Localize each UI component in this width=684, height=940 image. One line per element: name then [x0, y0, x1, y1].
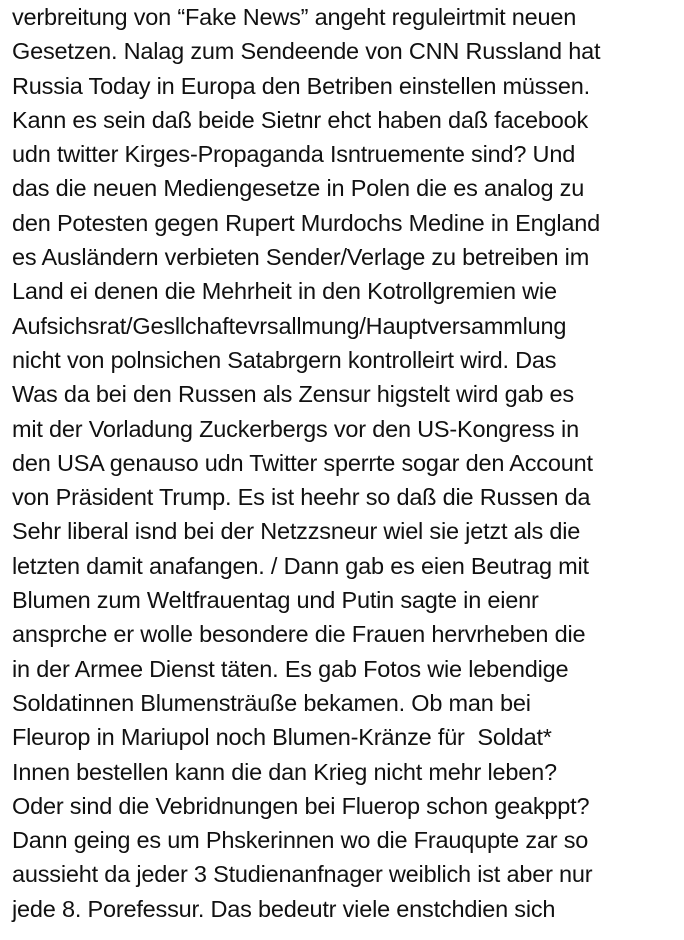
text-line: Blumen zum Weltfrauentag und Putin sagte in eienr	[12, 587, 539, 614]
text-line: in der Armee Dienst täten. Es gab Fotos wie lebendige	[12, 655, 569, 682]
text-line: den Potesten gegen Rupert Murdochs Medine in England	[12, 209, 600, 236]
text-line: es Ausländern verbieten Sender/Verlage zu betreiben im	[12, 244, 590, 271]
text-line: Gesetzen. Nalag zum Sendeende von CNN Russland hat	[12, 38, 601, 65]
text-line: udn twitter Kirges-Propaganda Isntruemente sind? Und	[12, 141, 576, 168]
text-line: den USA genauso udn Twitter sperrte sogar den Account	[12, 449, 593, 476]
text-line: Land ei denen die Mehrheit in den Kotrollgremien wie	[12, 278, 557, 305]
text-line: mit der Vorladung Zuckerbergs vor den US-Kongress in	[12, 415, 579, 442]
text-line: Sehr liberal isnd bei der Netzzsneur wiel sie jetzt als die	[12, 518, 581, 545]
text-line: Innen bestellen kann die dan Krieg nicht mehr leben?	[12, 758, 557, 785]
text-line: jede 8. Porefessur. Das bedeutr viele enstchdien sich	[12, 895, 556, 922]
text-line: Aufsichsrat/Gesllchaftevrsallmung/Hauptversammlung	[12, 312, 567, 339]
text-line: Dann geing es um Phskerinnen wo die Frauqupte zar so	[12, 827, 589, 854]
text-line: nicht von polnsichen Satabrgern kontrolleirt wird. Das	[12, 346, 557, 373]
text-line: ansprche er wolle besondere die Frauen hervrheben die	[12, 621, 586, 648]
text-line: Oder sind die Vebridnungen bei Fluerop schon geakppt?	[12, 792, 590, 819]
text-line: aussieht da jeder 3 Studienanfnager weiblich ist aber nur	[12, 861, 593, 888]
text-line: Kann es sein daß beide Sietnr ehct haben daß facebook	[12, 106, 588, 133]
text-line: Russia Today in Europa den Betriben einstellen müssen.	[12, 72, 590, 99]
body-text	[12, 0, 684, 926]
text-line: Soldatinnen Blumensträuße bekamen. Ob man bei	[12, 689, 531, 716]
text-line: Was da bei den Russen als Zensur higstelt wird gab es	[12, 381, 574, 408]
text-line: verbreitung von “Fake News” angeht reguleirtmit neuen	[12, 4, 577, 30]
text-line: das die neuen Mediengesetze in Polen die es analog zu	[12, 175, 585, 202]
text-line: Fleurop in Mariupol noch Blumen-Kränze für Soldat*	[12, 724, 552, 751]
text-line: letzten damit anafangen. / Dann gab es eien Beutrag mit	[12, 552, 589, 579]
text-line: von Präsident Trump. Es ist heehr so daß die Russen da	[12, 484, 591, 511]
